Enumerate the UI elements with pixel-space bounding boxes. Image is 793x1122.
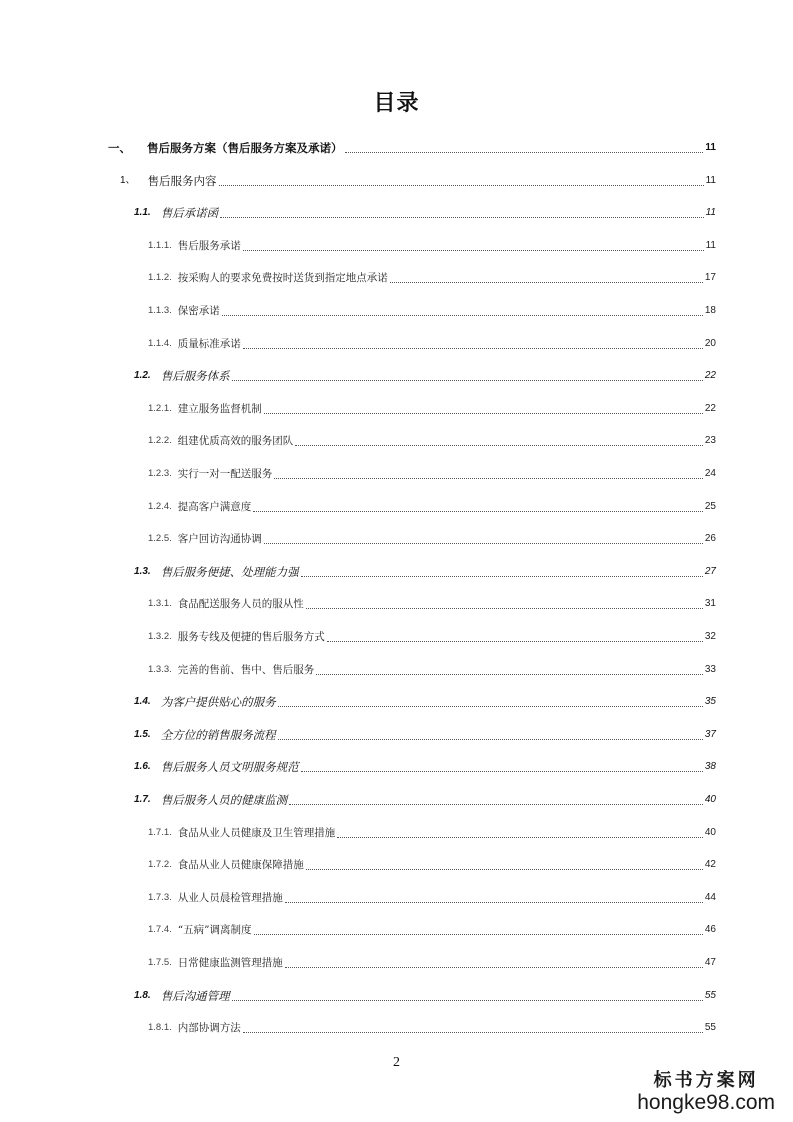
toc-entry-number: 1.4. — [134, 696, 151, 708]
toc-entry-title: 实行一对一配送服务 — [177, 468, 273, 480]
toc-entry-title: 组建优质高效的服务团队 — [177, 435, 294, 448]
toc-entry-number: 1.7. — [134, 794, 151, 805]
toc-entry[interactable] — [148, 823, 716, 843]
toc-entry[interactable] — [148, 236, 716, 256]
toc-entry[interactable] — [134, 203, 716, 223]
document-title: 目录 — [373, 91, 420, 116]
toc-entry-page: 44 — [704, 891, 716, 903]
toc-entry[interactable] — [148, 920, 716, 940]
toc-entry-number: 1.8. — [134, 989, 151, 1001]
toc-entry-title: 售后服务便捷、处理能力强 — [160, 564, 299, 579]
toc-entry[interactable] — [148, 888, 716, 908]
toc-entry-number: 1.6. — [134, 761, 151, 773]
toc-leader-dots — [285, 889, 703, 903]
toc-leader-dots — [243, 237, 704, 251]
toc-leader-dots — [285, 954, 703, 968]
toc-entry[interactable] — [134, 562, 716, 582]
toc-leader-dots — [301, 758, 703, 772]
page-number: 2 — [393, 1055, 400, 1070]
toc-entry-title: 售后服务人员文明服务规范 — [160, 760, 299, 775]
toc-entry-title: 保密承诺 — [177, 305, 220, 317]
toc-entry-page: 31 — [704, 598, 716, 610]
toc-entry-title: 食品配送服务人员的服从性 — [177, 598, 304, 611]
toc-leader-dots — [253, 498, 703, 512]
toc-entry-title: 按采购人的要求免费按时送货到指定地点承诺 — [177, 272, 388, 285]
toc-entry-page: 35 — [704, 696, 716, 708]
toc-entry-number: 1.1. — [134, 207, 151, 219]
toc-entry[interactable] — [148, 431, 716, 451]
toc-entry[interactable] — [148, 855, 716, 875]
toc-entry[interactable] — [148, 953, 716, 973]
toc-entry-number: 1.1.2. — [148, 272, 172, 284]
toc-entry[interactable] — [134, 692, 716, 712]
toc-entry-page: 17 — [704, 272, 716, 284]
toc-leader-dots — [278, 726, 703, 740]
toc-entry-number: 一、 — [108, 141, 131, 155]
toc-entry-page: 22 — [704, 370, 716, 382]
toc-entry-number: 1.2.2. — [148, 435, 172, 447]
toc-leader-dots — [232, 367, 703, 381]
toc-entry-page: 47 — [704, 957, 716, 968]
toc-entry-title: 完善的售前、售中、售后服务 — [177, 663, 315, 676]
toc-entry-page: 20 — [704, 337, 716, 349]
toc-leader-dots — [327, 628, 703, 642]
toc-entry[interactable] — [148, 268, 716, 288]
watermark — [637, 1066, 775, 1114]
toc-leader-dots — [232, 987, 703, 1001]
toc-entry-title: 建立服务监督机制 — [177, 402, 262, 415]
toc-entry-title: 内部协调方法 — [177, 1022, 241, 1035]
toc-entry[interactable] — [134, 757, 716, 777]
toc-leader-dots — [306, 595, 703, 609]
toc-entry-number: 1.1.4. — [148, 337, 172, 349]
toc-entry-number: 1.7.1. — [148, 826, 172, 838]
toc-entry-page: 42 — [704, 859, 716, 871]
toc-entry-title: 服务专线及便捷的售后服务方式 — [177, 631, 325, 643]
toc-leader-dots — [278, 693, 703, 707]
toc-entry-page: 11 — [705, 174, 716, 186]
toc-entry-number: 1.3. — [134, 565, 151, 577]
toc-entry[interactable] — [134, 790, 716, 810]
toc-leader-dots — [295, 432, 703, 446]
toc-entry-title: 全方位的销售服务流程 — [160, 727, 276, 742]
toc-entry[interactable] — [148, 301, 716, 321]
toc-entry-number: 1.1.1. — [148, 239, 172, 251]
toc-entry[interactable] — [148, 334, 716, 354]
toc-entry[interactable] — [134, 986, 716, 1006]
toc-leader-dots — [316, 661, 703, 675]
toc-entry[interactable] — [148, 627, 716, 647]
toc-entry-title: 客户回访沟通协调 — [177, 533, 262, 546]
toc-entry[interactable] — [148, 529, 716, 549]
toc-entry-page: 40 — [704, 794, 716, 805]
toc-entry-title: 食品从业人员健康及卫生管理措施 — [177, 826, 336, 839]
toc-leader-dots — [219, 172, 704, 186]
toc-leader-dots — [264, 400, 703, 414]
toc-entry-number: 1.7.2. — [148, 859, 172, 871]
toc-entry[interactable] — [134, 366, 716, 386]
toc-entry-number: 1.3.2. — [148, 631, 172, 642]
toc-entry-number: 1、 — [120, 174, 136, 186]
toc-entry-number: 1.2.5. — [148, 533, 172, 545]
toc-entry-number: 1.2. — [134, 370, 151, 382]
toc-entry-page: 26 — [704, 533, 716, 545]
toc-entry-title: 售后服务承诺 — [177, 239, 241, 252]
toc-entry[interactable] — [148, 660, 716, 680]
toc-entry-number: 1.2.1. — [148, 402, 172, 414]
toc-entry-page: 46 — [704, 924, 716, 936]
toc-leader-dots — [264, 530, 703, 544]
toc-leader-dots — [254, 921, 703, 935]
toc-entry[interactable] — [148, 497, 716, 517]
toc-leader-dots — [274, 465, 703, 479]
toc-entry-page: 38 — [704, 761, 716, 773]
toc-leader-dots — [289, 791, 703, 805]
toc-entry-title: 售后服务方案（售后服务方案及承诺） — [147, 141, 343, 155]
toc-entry-title: 售后服务内容 — [147, 173, 217, 188]
toc-entry-number: 1.5. — [134, 728, 151, 740]
toc-entry-title: 售后服务体系 — [160, 369, 230, 384]
toc-leader-dots — [301, 563, 703, 577]
toc-entry-number: 1.7.4. — [148, 924, 172, 936]
toc-entry-page: 33 — [704, 663, 716, 675]
toc-leader-dots — [306, 856, 703, 870]
toc-entry-page: 11 — [705, 207, 716, 219]
toc-entry-page: 55 — [704, 1022, 716, 1034]
toc-leader-dots — [390, 269, 703, 283]
toc-entry-number: 1.7.3. — [148, 891, 172, 903]
toc-entry-page: 11 — [705, 239, 716, 251]
toc-leader-dots — [220, 204, 703, 218]
toc-entry-number: 1.8.1. — [148, 1022, 172, 1034]
toc-entry[interactable] — [148, 399, 716, 419]
toc-entry-page: 40 — [704, 826, 716, 838]
toc-entry[interactable] — [120, 171, 716, 191]
toc-entry-number: 1.3.1. — [148, 598, 172, 610]
toc-entry[interactable] — [148, 1018, 716, 1038]
toc-entry-number: 1.7.5. — [148, 957, 172, 968]
toc-entry-number: 1.2.4. — [148, 500, 172, 512]
toc-leader-dots — [337, 824, 703, 838]
toc-entry-page: 11 — [705, 142, 716, 153]
toc-entry-page: 27 — [704, 565, 716, 577]
toc-entry-title: 为客户提供贴心的服务 — [160, 695, 276, 710]
toc-leader-dots — [243, 1019, 703, 1033]
toc-entry-page: 25 — [704, 500, 716, 512]
toc-entry-page: 22 — [704, 402, 716, 414]
toc-entry[interactable] — [148, 464, 716, 484]
toc-entry-title: 食品从业人员健康保障措施 — [177, 859, 304, 872]
toc-entry-page: 55 — [704, 989, 716, 1001]
toc-entry-page: 24 — [704, 468, 716, 479]
toc-entry-page: 18 — [704, 305, 716, 316]
toc-entry[interactable] — [108, 138, 716, 158]
toc-entry-title: “五病”调离制度 — [177, 924, 252, 937]
toc-entry-number: 1.1.3. — [148, 305, 172, 316]
toc-entry-number: 1.3.3. — [148, 663, 172, 675]
toc-entry-title: 售后沟通管理 — [160, 988, 230, 1003]
toc-leader-dots — [345, 139, 704, 153]
toc-entry-title: 从业人员晨检管理措施 — [177, 891, 283, 904]
toc-entry-title: 提高客户满意度 — [177, 500, 252, 513]
toc-leader-dots — [222, 302, 703, 316]
toc-entry-number: 1.2.3. — [148, 468, 172, 479]
toc-entry-page: 32 — [704, 631, 716, 642]
toc-entry-title: 质量标准承诺 — [177, 337, 241, 350]
toc-entry[interactable] — [134, 725, 716, 745]
toc-entry-page: 37 — [704, 728, 716, 740]
toc-entry[interactable] — [148, 594, 716, 614]
watermark-en: hongke98.com — [637, 1091, 775, 1114]
toc-entry-title: 售后承诺函 — [160, 206, 219, 221]
toc-leader-dots — [243, 335, 703, 349]
toc-entry-page: 23 — [704, 435, 716, 447]
toc-entry-title: 售后服务人员的健康监测 — [160, 793, 288, 807]
toc-entry-title: 日常健康监测管理措施 — [177, 957, 283, 969]
watermark-cn: 标书方案网 — [653, 1070, 759, 1091]
